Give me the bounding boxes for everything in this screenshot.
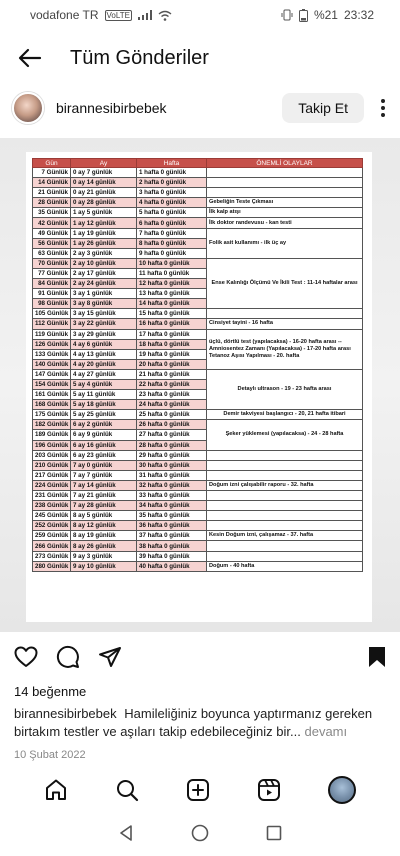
table-row <box>33 208 363 218</box>
hafta-cell: 22 hafta 0 günlük <box>137 379 207 389</box>
hafta-cell: 6 hafta 0 günlük <box>137 218 207 228</box>
col-header-hafta: Hafta <box>137 159 207 168</box>
gun-cell: 259 Günlük <box>33 531 71 541</box>
hafta-cell: 18 hafta 0 günlük <box>137 339 207 349</box>
gun-cell: 119 Günlük <box>33 329 71 339</box>
ay-cell: 5 ay 11 günlük <box>71 390 137 400</box>
gun-cell: 21 Günlük <box>33 188 71 198</box>
status-bar <box>0 0 400 30</box>
ay-cell: 6 ay 16 günlük <box>71 440 137 450</box>
share-icon[interactable] <box>98 646 122 668</box>
gun-cell: 147 Günlük <box>33 369 71 379</box>
ay-cell: 4 ay 27 günlük <box>71 369 137 379</box>
event-cell: Folik asit kullanımı - ilk üç ay <box>207 228 363 258</box>
post-username[interactable]: birannesibirbebek <box>56 100 167 116</box>
event-cell: Doğum - 40 hafta <box>207 561 363 571</box>
ay-cell: 7 ay 21 günlük <box>71 491 137 501</box>
ay-cell: 9 ay 3 günlük <box>71 551 137 561</box>
hafta-cell: 24 hafta 0 günlük <box>137 400 207 410</box>
recents-square-icon[interactable] <box>266 825 282 841</box>
ay-cell: 5 ay 18 günlük <box>71 400 137 410</box>
gun-cell: 84 Günlük <box>33 279 71 289</box>
table-row <box>33 551 363 561</box>
hafta-cell: 25 hafta 0 günlük <box>137 410 207 420</box>
post-header <box>0 86 400 130</box>
event-cell-empty <box>207 188 363 198</box>
ay-cell: 8 ay 12 günlük <box>71 521 137 531</box>
event-cell-empty <box>207 541 363 551</box>
hafta-cell: 26 hafta 0 günlük <box>137 420 207 430</box>
event-cell-empty <box>207 470 363 480</box>
table-row <box>33 541 363 551</box>
table-row <box>33 561 363 571</box>
gun-cell: 126 Günlük <box>33 339 71 349</box>
ay-cell: 5 ay 25 günlük <box>71 410 137 420</box>
pregnancy-table-document <box>26 152 372 622</box>
table-row <box>33 198 363 208</box>
event-cell: Demir takviyesi başlangıcı - 20, 21 hafta itibari <box>207 410 363 420</box>
gun-cell: 168 Günlük <box>33 400 71 410</box>
profile-avatar[interactable] <box>328 776 356 804</box>
hafta-cell: 29 hafta 0 günlük <box>137 450 207 460</box>
table-row <box>33 450 363 460</box>
event-cell-empty <box>207 501 363 511</box>
gun-cell: 280 Günlük <box>33 561 71 571</box>
ay-cell: 1 ay 5 günlük <box>71 208 137 218</box>
follow-button[interactable]: Takip Et <box>282 93 364 123</box>
hafta-cell: 35 hafta 0 günlük <box>137 511 207 521</box>
gun-cell: 231 Günlük <box>33 491 71 501</box>
hafta-cell: 30 hafta 0 günlük <box>137 460 207 470</box>
post-actions <box>0 632 400 682</box>
caption-text: Hamileliğiniz boyunca yaptırmanız gereken birtakım testler ve aşıları takip edebileceğiniz bir... <box>14 706 373 739</box>
gun-cell: 14 Günlük <box>33 178 71 188</box>
ay-cell: 0 ay 21 günlük <box>71 188 137 198</box>
hafta-cell: 1 hafta 0 günlük <box>137 168 207 178</box>
ay-cell: 4 ay 13 günlük <box>71 349 137 359</box>
hafta-cell: 9 hafta 0 günlük <box>137 248 207 258</box>
gun-cell: 7 Günlük <box>33 168 71 178</box>
event-cell-empty <box>207 309 363 319</box>
table-row <box>33 188 363 198</box>
hafta-cell: 4 hafta 0 günlük <box>137 198 207 208</box>
battery-percent: %21 <box>313 8 338 22</box>
gun-cell: 98 Günlük <box>33 299 71 309</box>
event-cell: Gebeliğin Teste Çıkması <box>207 198 363 208</box>
table-row <box>33 491 363 501</box>
gun-cell: 224 Günlük <box>33 480 71 490</box>
hafta-cell: 32 hafta 0 günlük <box>137 480 207 490</box>
table-row <box>33 258 363 268</box>
table-row <box>33 218 363 228</box>
hafta-cell: 23 hafta 0 günlük <box>137 390 207 400</box>
event-cell-empty <box>207 491 363 501</box>
bottom-nav <box>0 770 400 810</box>
hafta-cell: 37 hafta 0 günlük <box>137 531 207 541</box>
gun-cell: 210 Günlük <box>33 460 71 470</box>
hafta-cell: 17 hafta 0 günlük <box>137 329 207 339</box>
gun-cell: 49 Günlük <box>33 228 71 238</box>
event-cell-empty <box>207 521 363 531</box>
gun-cell: 217 Günlük <box>33 470 71 480</box>
ay-cell: 8 ay 19 günlük <box>71 531 137 541</box>
battery-icon <box>299 9 308 22</box>
hafta-cell: 15 hafta 0 günlük <box>137 309 207 319</box>
caption-more-link[interactable]: devamı <box>304 724 348 739</box>
event-cell: Ense Kalınlığı Ölçümü Ve İkili Test : 11-14 haftalar arası <box>207 258 363 308</box>
gun-cell: 77 Günlük <box>33 268 71 278</box>
hafta-cell: 12 hafta 0 günlük <box>137 279 207 289</box>
pregnancy-table <box>32 158 363 572</box>
hafta-cell: 20 hafta 0 günlük <box>137 359 207 369</box>
table-row <box>33 228 363 238</box>
ay-cell: 0 ay 7 günlük <box>71 168 137 178</box>
col-header-gun: Gün <box>33 159 71 168</box>
hafta-cell: 28 hafta 0 günlük <box>137 440 207 450</box>
ay-cell: 4 ay 20 günlük <box>71 359 137 369</box>
system-nav-bar <box>0 818 400 848</box>
gun-cell: 63 Günlük <box>33 248 71 258</box>
table-row <box>33 480 363 490</box>
table-row <box>33 410 363 420</box>
gun-cell: 91 Günlük <box>33 289 71 299</box>
ay-cell: 8 ay 5 günlük <box>71 511 137 521</box>
like-count[interactable]: 14 beğenme <box>14 684 87 699</box>
hafta-cell: 7 hafta 0 günlük <box>137 228 207 238</box>
ay-cell: 3 ay 15 günlük <box>71 309 137 319</box>
ay-cell: 7 ay 0 günlük <box>71 460 137 470</box>
gun-cell: 273 Günlük <box>33 551 71 561</box>
gun-cell: 154 Günlük <box>33 379 71 389</box>
gun-cell: 140 Günlük <box>33 359 71 369</box>
ay-cell: 3 ay 1 günlük <box>71 289 137 299</box>
ay-cell: 6 ay 2 günlük <box>71 420 137 430</box>
ay-cell: 2 ay 17 günlük <box>71 268 137 278</box>
table-row <box>33 319 363 329</box>
table-row <box>33 511 363 521</box>
caption-username[interactable]: birannesibirbebek <box>14 706 117 721</box>
hafta-cell: 2 hafta 0 günlük <box>137 178 207 188</box>
heart-icon[interactable] <box>14 646 38 668</box>
ay-cell: 1 ay 12 günlük <box>71 218 137 228</box>
event-cell: Doğum izni çalışabilir raporu - 32. hafta <box>207 480 363 490</box>
event-cell-empty <box>207 511 363 521</box>
create-post-icon[interactable] <box>186 778 210 802</box>
more-options-icon[interactable] <box>378 99 388 117</box>
ay-cell: 2 ay 24 günlük <box>71 279 137 289</box>
event-cell: İlk doktor randevusu - kan testi <box>207 218 363 228</box>
hafta-cell: 36 hafta 0 günlük <box>137 521 207 531</box>
post-date: 10 Şubat 2022 <box>14 749 86 761</box>
event-cell: İlk kalp atışı <box>207 208 363 218</box>
event-cell-empty <box>207 551 363 561</box>
gun-cell: 70 Günlük <box>33 258 71 268</box>
hafta-cell: 27 hafta 0 günlük <box>137 430 207 440</box>
back-triangle-icon[interactable] <box>118 824 134 842</box>
hafta-cell: 8 hafta 0 günlük <box>137 238 207 248</box>
table-row <box>33 470 363 480</box>
hafta-cell: 13 hafta 0 günlük <box>137 289 207 299</box>
home-icon[interactable] <box>44 778 68 802</box>
hafta-cell: 34 hafta 0 günlük <box>137 501 207 511</box>
home-circle-icon[interactable] <box>191 824 209 842</box>
hafta-cell: 38 hafta 0 günlük <box>137 541 207 551</box>
event-cell-empty <box>207 178 363 188</box>
event-cell: Şeker yüklemesi (yapılacaksa) - 24 - 28 hafta <box>207 420 363 450</box>
table-row <box>33 309 363 319</box>
table-row <box>33 329 363 339</box>
page-title: Tüm Gönderiler <box>70 46 209 69</box>
gun-cell: 189 Günlük <box>33 430 71 440</box>
gun-cell: 196 Günlük <box>33 440 71 450</box>
ay-cell: 0 ay 28 günlük <box>71 198 137 208</box>
table-row <box>33 178 363 188</box>
comment-icon[interactable] <box>56 645 80 669</box>
bookmark-icon[interactable] <box>368 646 386 668</box>
gun-cell: 203 Günlük <box>33 450 71 460</box>
gun-cell: 161 Günlük <box>33 390 71 400</box>
gun-cell: 133 Günlük <box>33 349 71 359</box>
avatar[interactable] <box>12 92 44 124</box>
back-button[interactable] <box>18 45 44 71</box>
gun-cell: 175 Günlük <box>33 410 71 420</box>
ay-cell: 7 ay 28 günlük <box>71 501 137 511</box>
col-header-ay: Ay <box>71 159 137 168</box>
hafta-cell: 5 hafta 0 günlük <box>137 208 207 218</box>
volte-badge: VoLTE <box>106 10 130 20</box>
ay-cell: 7 ay 14 günlük <box>71 480 137 490</box>
ay-cell: 3 ay 8 günlük <box>71 299 137 309</box>
ay-cell: 3 ay 22 günlük <box>71 319 137 329</box>
hafta-cell: 10 hafta 0 günlük <box>137 258 207 268</box>
hafta-cell: 11 hafta 0 günlük <box>137 268 207 278</box>
table-row <box>33 369 363 379</box>
gun-cell: 182 Günlük <box>33 420 71 430</box>
table-row <box>33 521 363 531</box>
ay-cell: 0 ay 14 günlük <box>71 178 137 188</box>
reels-icon[interactable] <box>257 778 281 802</box>
event-cell: üçlü, dörtlü test (yapılacaksa) - 16-20 hafta arası -- Amniosentez Zamanı (Yapılacaksa) - 17-20 hafta arası Tetanoz Aşısı Yapılması - 20. hafta <box>207 329 363 369</box>
ay-cell: 6 ay 23 günlük <box>71 450 137 460</box>
gun-cell: 238 Günlük <box>33 501 71 511</box>
hafta-cell: 16 hafta 0 günlük <box>137 319 207 329</box>
table-row <box>33 168 363 178</box>
hafta-cell: 21 hafta 0 günlük <box>137 369 207 379</box>
event-cell-empty <box>207 450 363 460</box>
hafta-cell: 14 hafta 0 günlük <box>137 299 207 309</box>
event-cell-empty <box>207 168 363 178</box>
ay-cell: 8 ay 26 günlük <box>71 541 137 551</box>
search-icon[interactable] <box>115 778 139 802</box>
gun-cell: 35 Günlük <box>33 208 71 218</box>
gun-cell: 42 Günlük <box>33 218 71 228</box>
gun-cell: 28 Günlük <box>33 198 71 208</box>
ay-cell: 1 ay 19 günlük <box>71 228 137 238</box>
ay-cell: 2 ay 10 günlük <box>71 258 137 268</box>
ay-cell: 6 ay 9 günlük <box>71 430 137 440</box>
ay-cell: 3 ay 29 günlük <box>71 329 137 339</box>
gun-cell: 105 Günlük <box>33 309 71 319</box>
signal-icon <box>138 10 152 20</box>
table-row <box>33 460 363 470</box>
table-row <box>33 501 363 511</box>
gun-cell: 56 Günlük <box>33 238 71 248</box>
hafta-cell: 33 hafta 0 günlük <box>137 491 207 501</box>
hafta-cell: 39 hafta 0 günlük <box>137 551 207 561</box>
col-header-events: ÖNEMLİ OLAYLAR <box>207 159 363 168</box>
gun-cell: 266 Günlük <box>33 541 71 551</box>
post-image[interactable] <box>0 138 400 632</box>
ay-cell: 4 ay 6 günlük <box>71 339 137 349</box>
post-caption <box>0 705 400 741</box>
gun-cell: 112 Günlük <box>33 319 71 329</box>
app-bar <box>0 30 400 86</box>
hafta-cell: 19 hafta 0 günlük <box>137 349 207 359</box>
gun-cell: 245 Günlük <box>33 511 71 521</box>
event-cell: Cinsiyet tayini - 16 hafta <box>207 319 363 329</box>
hafta-cell: 3 hafta 0 günlük <box>137 188 207 198</box>
ay-cell: 1 ay 26 günlük <box>71 238 137 248</box>
wifi-icon <box>158 10 172 21</box>
ay-cell: 7 ay 7 günlük <box>71 470 137 480</box>
gun-cell: 252 Günlük <box>33 521 71 531</box>
arrow-left-icon <box>18 48 42 68</box>
table-row <box>33 420 363 430</box>
carrier-label: vodafone TR <box>30 8 99 22</box>
table-row <box>33 531 363 541</box>
clock: 23:32 <box>343 8 374 22</box>
ay-cell: 2 ay 3 günlük <box>71 248 137 258</box>
event-cell: Detaylı ultrason - 19 - 23 hafta arası <box>207 369 363 409</box>
hafta-cell: 40 hafta 0 günlük <box>137 561 207 571</box>
vibrate-icon <box>281 9 293 21</box>
ay-cell: 9 ay 10 günlük <box>71 561 137 571</box>
event-cell: Kesin Doğum izni, çalışamaz - 37. hafta <box>207 531 363 541</box>
event-cell-empty <box>207 460 363 470</box>
ay-cell: 5 ay 4 günlük <box>71 379 137 389</box>
hafta-cell: 31 hafta 0 günlük <box>137 470 207 480</box>
